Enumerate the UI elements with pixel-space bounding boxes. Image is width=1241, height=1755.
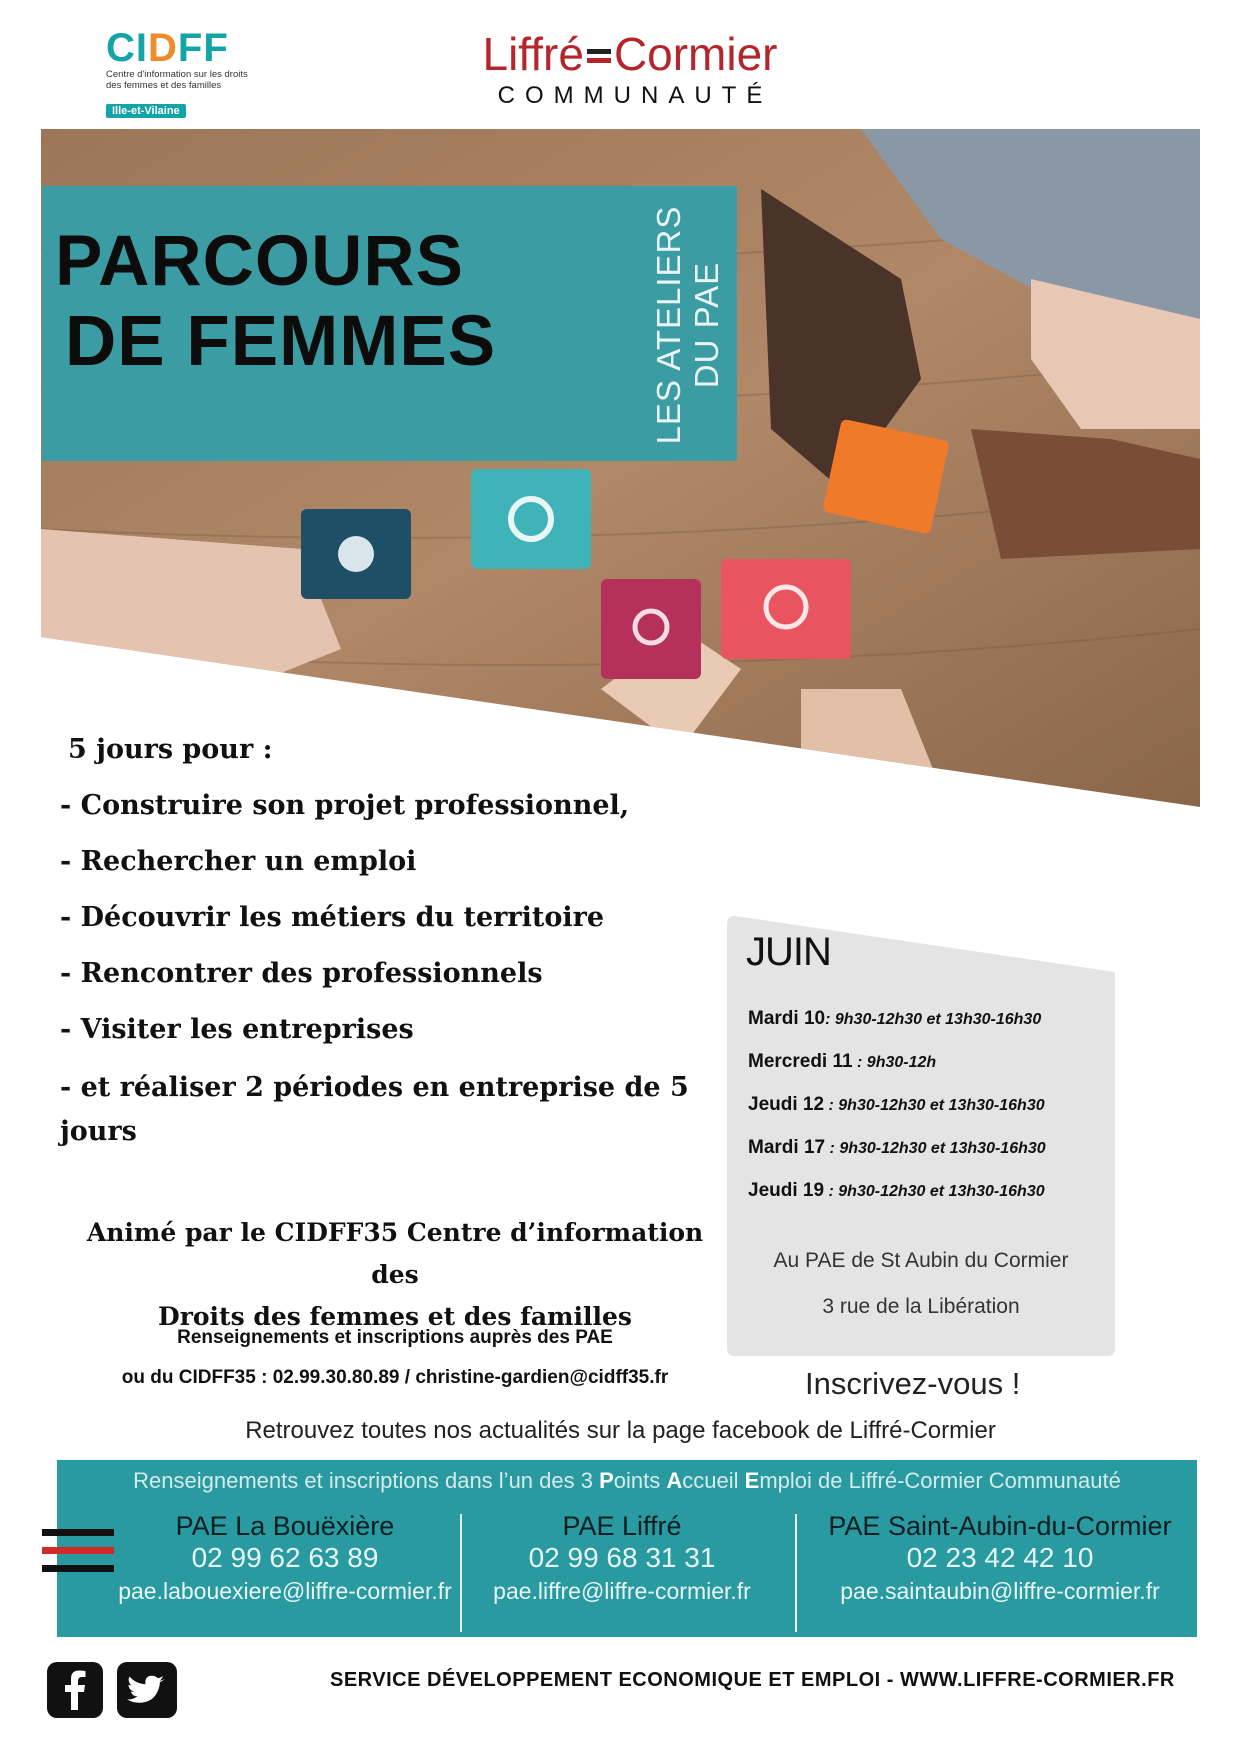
stripes-icon [42,1529,114,1572]
schedule-row [748,1137,1046,1159]
pae-office-phone[interactable]: 02 23 42 42 10 [906,1542,1094,1573]
intro-lead: 5 jours pour : [68,734,273,765]
schedule-hours: : 9h30-12h30 et 13h30-16h30 [824,1097,1045,1114]
registration-contact [60,1318,730,1398]
pae-office-name: PAE Liffré [562,1511,682,1541]
logo-liffre: Liffré [482,28,584,80]
cidff-logo-brand: CIDFF [106,26,229,70]
logo-communaute: COMMUNAUTÉ [497,82,773,109]
twitter-icon[interactable] [117,1662,177,1718]
contact-line-2[interactable]: ou du CIDFF35 : 02.99.30.80.89 / christine-gardien@cidff35.fr [121,1367,669,1388]
signup-call: Inscrivez-vous ! [805,1366,1021,1401]
schedule-row [748,1094,1045,1116]
schedule-day: Mercredi 11 [748,1051,853,1072]
liffre-cormier-logo [450,28,810,118]
logo-cormier: Cormier [613,28,778,80]
ateliers-line-2: DU PAE [688,261,725,389]
intro-item: - Découvrir les métiers du territoire [60,902,604,933]
pae-office-email[interactable]: pae.saintaubin@liffre-cormier.fr [840,1578,1160,1604]
cidff-logo-department: Ille-et-Vilaine [106,104,186,118]
pae-office [442,1510,802,1608]
page-title [55,222,496,382]
schedule-hours: : 9h30-12h30 et 13h30-16h30 [825,1140,1046,1157]
pae-office-email[interactable]: pae.labouexiere@liffre-cormier.fr [118,1578,452,1604]
facebook-icon[interactable] [47,1662,103,1718]
title-line-1: PARCOURS [55,222,465,301]
facebook-note: Retrouvez toutes nos actualités sur la page facebook de Liffré-Cormier [245,1417,996,1444]
schedule-day: Jeudi 12 [748,1094,825,1115]
location-line-2: 3 rue de la Libération [822,1295,1020,1318]
ateliers-line-1: LES ATELIERS [650,205,687,445]
schedule-day: Mardi 10 [748,1008,826,1029]
equals-mark-icon [587,49,611,63]
intro-item: - et réaliser 2 périodes en entreprise de 5 jours [60,1072,689,1147]
schedule-day: Jeudi 19 [748,1180,825,1201]
schedule-hours: : 9h30-12h30 et 13h30-16h30 [824,1183,1045,1200]
program-intro [60,730,720,1170]
cidff-logo-subtitle: Centre d'information sur les droits des femmes et des familles [106,69,248,91]
ateliers-vertical-label [650,200,730,450]
pae-office-name: PAE Saint-Aubin-du-Cormier [828,1511,1172,1541]
pae-office [820,1510,1180,1608]
intro-item: - Construire son projet professionnel, [60,790,630,821]
pae-office-phone[interactable]: 02 99 68 31 31 [528,1542,716,1573]
cidff-logo [104,26,249,121]
organizer-line-1: Animé par le CIDFF35 Centre d’information des [86,1218,704,1289]
schedule-row [748,1180,1045,1202]
contact-line-1: Renseignements et inscriptions auprès des PAE [177,1327,613,1348]
schedule-location [727,1238,1115,1330]
pae-office-email[interactable]: pae.liffre@liffre-cormier.fr [493,1578,751,1604]
divider [795,1514,797,1632]
schedule-row [748,1051,936,1073]
schedule-hours: : 9h30-12h30 et 13h30-16h30 [825,1011,1042,1028]
pae-office [105,1510,465,1608]
intro-item: - Visiter les entreprises [60,1014,414,1045]
intro-item: - Rencontrer des professionnels [60,958,543,989]
schedule-month: JUIN [746,930,831,974]
intro-item: - Rechercher un emploi [60,846,417,877]
pae-office-phone[interactable]: 02 99 62 63 89 [191,1542,379,1573]
schedule-row [748,1008,1041,1030]
footer-service-text: SERVICE DÉVELOPPEMENT ECONOMIQUE ET EMPLOI - WWW.LIFFRE-CORMIER.FR [330,1669,1175,1691]
location-line-1: Au PAE de St Aubin du Cormier [773,1249,1069,1272]
pae-office-name: PAE La Bouëxière [175,1511,395,1541]
schedule-day: Mardi 17 [748,1137,826,1158]
pae-band-title: Renseignements et inscriptions dans l’un des 3 Points Accueil Emploi de Liffré-Cormier Communauté [133,1468,1121,1493]
schedule-hours: : 9h30-12h [852,1054,937,1071]
title-line-2: DE FEMMES [65,302,497,381]
organizer-line-2: Droits des femmes et des familles [158,1302,632,1331]
